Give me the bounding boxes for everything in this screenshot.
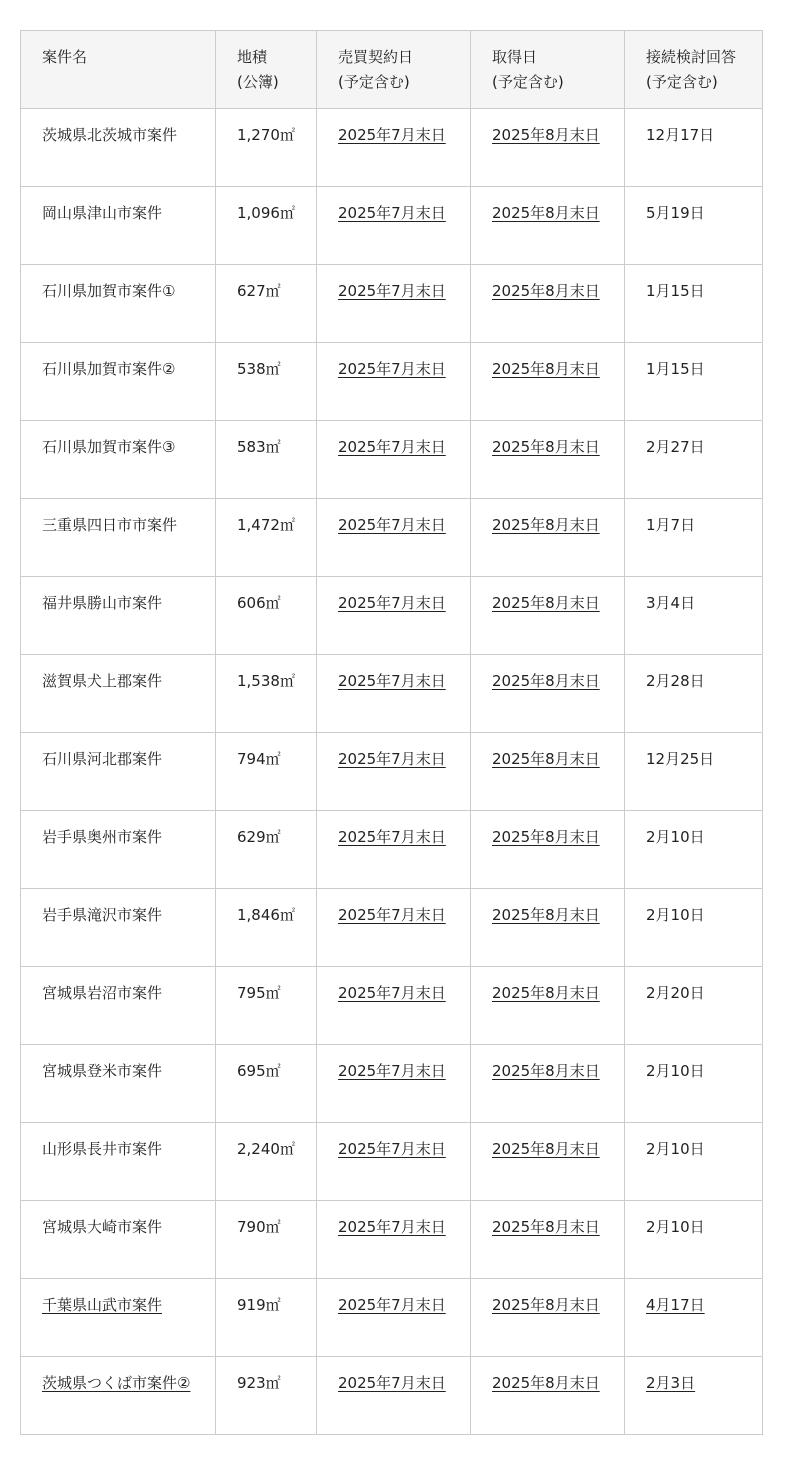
- project-name-cell: 宮城県登米市案件: [21, 1045, 216, 1123]
- acquisition-date-link[interactable]: 2025年8月末日: [471, 343, 625, 421]
- contract-date-link[interactable]: 2025年7月末日: [317, 187, 471, 265]
- acquisition-date-link[interactable]: 2025年8月末日: [471, 1045, 625, 1123]
- project-name-cell: 岩手県滝沢市案件: [21, 889, 216, 967]
- table-row: [21, 265, 763, 343]
- acquisition-date-link[interactable]: 2025年8月末日: [471, 1357, 625, 1435]
- table-row: [21, 889, 763, 967]
- connection-answer-cell: 2月27日: [625, 421, 763, 499]
- project-name-cell: 石川県加賀市案件③: [21, 421, 216, 499]
- table-row: [21, 655, 763, 733]
- acquisition-date-link[interactable]: 2025年8月末日: [471, 421, 625, 499]
- acquisition-date-link[interactable]: 2025年8月末日: [471, 1123, 625, 1201]
- land-area-cell: 1,096㎡: [216, 187, 317, 265]
- header-row: [21, 31, 763, 109]
- land-area-cell: 790㎡: [216, 1201, 317, 1279]
- table-row: [21, 967, 763, 1045]
- header-acquisition-date: 取得日 (予定含む): [471, 31, 625, 109]
- acquisition-date-link[interactable]: 2025年8月末日: [471, 499, 625, 577]
- project-name-cell: 三重県四日市市案件: [21, 499, 216, 577]
- acquisition-date-link[interactable]: 2025年8月末日: [471, 889, 625, 967]
- land-area-cell: 1,846㎡: [216, 889, 317, 967]
- table-row: [21, 421, 763, 499]
- acquisition-date-link[interactable]: 2025年8月末日: [471, 1279, 625, 1357]
- contract-date-link[interactable]: 2025年7月末日: [317, 265, 471, 343]
- contract-date-link[interactable]: 2025年7月末日: [317, 343, 471, 421]
- table-row: [21, 1357, 763, 1435]
- connection-answer-cell: 5月19日: [625, 187, 763, 265]
- land-area-cell: 606㎡: [216, 577, 317, 655]
- header-connection-answer: 接続検討回答 (予定含む): [625, 31, 763, 109]
- project-name-cell: 石川県河北郡案件: [21, 733, 216, 811]
- table-row: [21, 187, 763, 265]
- project-name-cell: 茨城県北茨城市案件: [21, 109, 216, 187]
- project-name-cell: 宮城県岩沼市案件: [21, 967, 216, 1045]
- land-area-cell: 2,240㎡: [216, 1123, 317, 1201]
- acquisition-date-link[interactable]: 2025年8月末日: [471, 187, 625, 265]
- acquisition-date-link[interactable]: 2025年8月末日: [471, 655, 625, 733]
- project-table: [20, 30, 763, 1435]
- table-row: [21, 1045, 763, 1123]
- contract-date-link[interactable]: 2025年7月末日: [317, 733, 471, 811]
- connection-answer-cell: 1月7日: [625, 499, 763, 577]
- table-row: [21, 109, 763, 187]
- connection-answer-cell: 12月17日: [625, 109, 763, 187]
- connection-answer-cell[interactable]: 2月3日: [625, 1357, 763, 1435]
- header-project-name: 案件名: [21, 31, 216, 109]
- table-row: [21, 1279, 763, 1357]
- contract-date-link[interactable]: 2025年7月末日: [317, 1123, 471, 1201]
- land-area-cell: 923㎡: [216, 1357, 317, 1435]
- connection-answer-cell: 1月15日: [625, 265, 763, 343]
- contract-date-link[interactable]: 2025年7月末日: [317, 811, 471, 889]
- connection-answer-cell: 2月20日: [625, 967, 763, 1045]
- land-area-cell: 629㎡: [216, 811, 317, 889]
- connection-answer-cell: 2月10日: [625, 1045, 763, 1123]
- project-name-cell: 石川県加賀市案件②: [21, 343, 216, 421]
- project-name-cell[interactable]: 茨城県つくば市案件②: [21, 1357, 216, 1435]
- table-row: [21, 577, 763, 655]
- contract-date-link[interactable]: 2025年7月末日: [317, 655, 471, 733]
- contract-date-link[interactable]: 2025年7月末日: [317, 1045, 471, 1123]
- header-contract-date: 売買契約日 (予定含む): [317, 31, 471, 109]
- contract-date-link[interactable]: 2025年7月末日: [317, 967, 471, 1045]
- table-row: [21, 1201, 763, 1279]
- acquisition-date-link[interactable]: 2025年8月末日: [471, 109, 625, 187]
- land-area-cell: 794㎡: [216, 733, 317, 811]
- project-name-cell: 福井県勝山市案件: [21, 577, 216, 655]
- connection-answer-cell: 2月10日: [625, 811, 763, 889]
- table-body: [21, 109, 763, 1435]
- project-name-cell: 宮城県大崎市案件: [21, 1201, 216, 1279]
- acquisition-date-link[interactable]: 2025年8月末日: [471, 811, 625, 889]
- contract-date-link[interactable]: 2025年7月末日: [317, 577, 471, 655]
- contract-date-link[interactable]: 2025年7月末日: [317, 1201, 471, 1279]
- land-area-cell: 1,472㎡: [216, 499, 317, 577]
- contract-date-link[interactable]: 2025年7月末日: [317, 421, 471, 499]
- land-area-cell: 795㎡: [216, 967, 317, 1045]
- connection-answer-cell: 1月15日: [625, 343, 763, 421]
- table-header: [21, 31, 763, 109]
- land-area-cell: 583㎡: [216, 421, 317, 499]
- project-name-cell: 石川県加賀市案件①: [21, 265, 216, 343]
- table-row: [21, 499, 763, 577]
- project-name-cell[interactable]: 千葉県山武市案件: [21, 1279, 216, 1357]
- contract-date-link[interactable]: 2025年7月末日: [317, 1357, 471, 1435]
- project-name-cell: 滋賀県犬上郡案件: [21, 655, 216, 733]
- acquisition-date-link[interactable]: 2025年8月末日: [471, 733, 625, 811]
- land-area-cell: 695㎡: [216, 1045, 317, 1123]
- project-name-cell: 山形県長井市案件: [21, 1123, 216, 1201]
- table-row: [21, 811, 763, 889]
- acquisition-date-link[interactable]: 2025年8月末日: [471, 1201, 625, 1279]
- connection-answer-cell: 12月25日: [625, 733, 763, 811]
- land-area-cell: 919㎡: [216, 1279, 317, 1357]
- land-area-cell: 1,270㎡: [216, 109, 317, 187]
- table-row: [21, 343, 763, 421]
- land-area-cell: 1,538㎡: [216, 655, 317, 733]
- table-row: [21, 733, 763, 811]
- acquisition-date-link[interactable]: 2025年8月末日: [471, 577, 625, 655]
- land-area-cell: 538㎡: [216, 343, 317, 421]
- connection-answer-cell: 2月10日: [625, 1123, 763, 1201]
- contract-date-link[interactable]: 2025年7月末日: [317, 889, 471, 967]
- contract-date-link[interactable]: 2025年7月末日: [317, 109, 471, 187]
- project-name-cell: 岩手県奥州市案件: [21, 811, 216, 889]
- acquisition-date-link[interactable]: 2025年8月末日: [471, 265, 625, 343]
- contract-date-link[interactable]: 2025年7月末日: [317, 1279, 471, 1357]
- connection-answer-cell: 2月10日: [625, 1201, 763, 1279]
- connection-answer-cell: 3月4日: [625, 577, 763, 655]
- connection-answer-cell: 2月10日: [625, 889, 763, 967]
- contract-date-link[interactable]: 2025年7月末日: [317, 499, 471, 577]
- project-name-cell: 岡山県津山市案件: [21, 187, 216, 265]
- connection-answer-cell[interactable]: 4月17日: [625, 1279, 763, 1357]
- connection-answer-cell: 2月28日: [625, 655, 763, 733]
- table-row: [21, 1123, 763, 1201]
- header-land-area: 地積 (公簿): [216, 31, 317, 109]
- land-area-cell: 627㎡: [216, 265, 317, 343]
- acquisition-date-link[interactable]: 2025年8月末日: [471, 967, 625, 1045]
